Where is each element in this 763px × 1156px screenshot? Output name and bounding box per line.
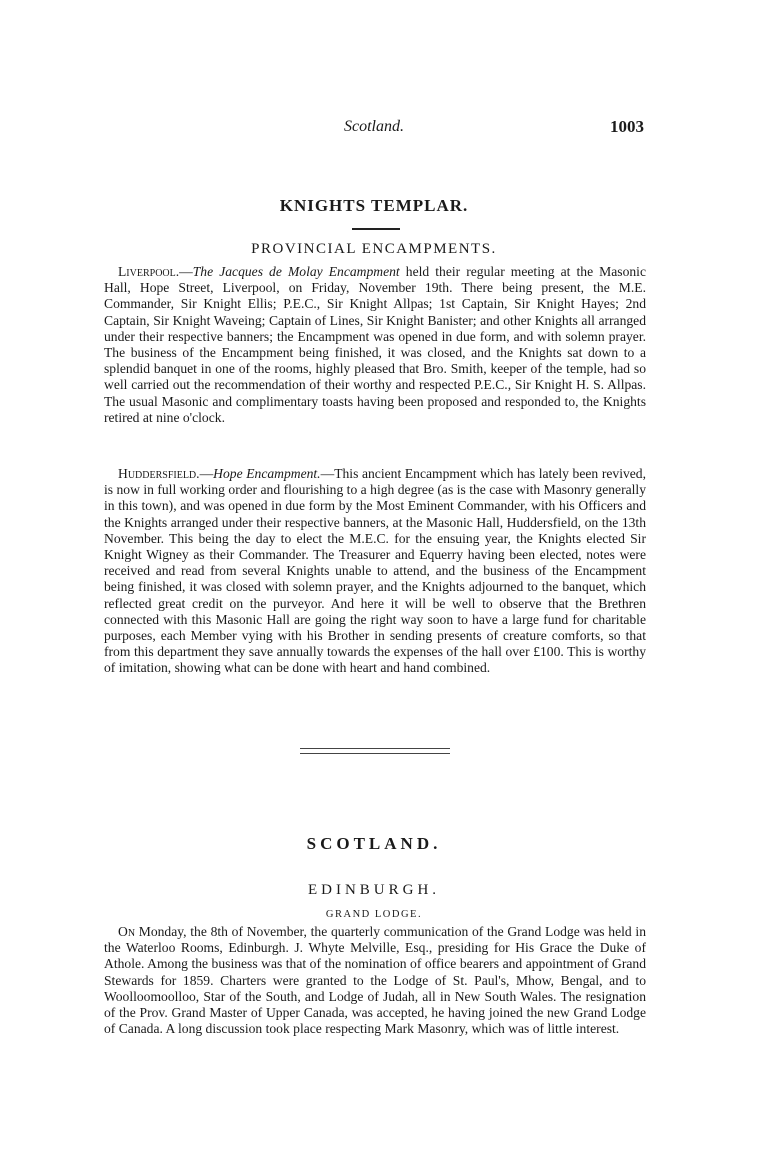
paragraph-body: —This ancient Encampment which has lately been revived, is now in full working order and flourishing to a high degree (as is the case with Masonry generally in this town), and was opened in due form by the Most Eminent Commander, with his Officers and the Knights arranged under their respective banners, at the Masonic Hall, Huddersfield, on the 13th November. This being the day to elect the M.E.C. for the ensuing year, the Knights elected Sir Knight Wigney as their Commander. The Treasurer and Equerry having been elected, notes were received and read from several Knights unable to attend, and the business of the Encampment being finished, it was closed with solemn prayer, and the Knights adjourned to the banquet, which reflected great credit on the purveyor. And here it will be well to observe that the Brethren connected with this Masonic Hall are going the right way soon to have a large fund for charitable purposes, each Member vying with his Brother in sending presents of creature comforts, so that from this department they save annually towards the expenses of the hall over £100. This is worthy of imitation, showing what can be done with heart and hand combined. bbox=[104, 466, 646, 676]
paragraph-body: held their regular meeting at the Masonic Hall, Hope Street, Liverpool, on Friday, November 19th. There being present, the M.E. Commander, Sir Knight Ellis; P.E.C., Sir Knight Allpas; 1st Captain, Sir Knight Hayes; 2nd Captain, Sir Knight Waveing; Captain of Lines, Sir Knight Banister; and other Knights all arranged under their respective banners; the Encampment was opened in due form, and with solemn prayer. The business of the Encampment being finished, it was closed, and the Knights sat down to a splendid banquet in one of the rooms, highly pleased that Bro. Smith, keeper of the temple, had so well carried out the recommendation of their worthy and respected P.E.C., Sir Knight H. S. Allpas. The usual Masonic and complimentary toasts having been proposed and responded to, the Knights retired at nine o'clock. bbox=[104, 264, 646, 425]
paragraph-grand-lodge bbox=[104, 924, 646, 1037]
subheading-provincial-encampments: PROVINCIAL ENCAMPMENTS. bbox=[251, 241, 497, 257]
paragraph-liverpool: Liverpool.—The Jacques de Molay Encampment held their regular meeting at the Masonic Hall, Hope Street, Liverpool, on Friday, November 19th. There being present, the M.E. Commander, Sir Knight Ellis; P.E.C., Sir Knight Allpas; 1st Captain, Sir Knight Hayes; 2nd Captain, Sir Knight Waveing; Captain of Lines, Sir Knight Banister; and other Knights all arranged under their respective banners; the Encampment was opened in due form, and with solemn prayer. The business of the Encampment being finished, it was closed, and the Knights sat down to a splendid banquet in one of the rooms, highly pleased that Bro. Smith, keeper of the temple, had so well carried out the recommendation of their worthy and respected P.E.C., Sir Knight H. S. Allpas. The usual Masonic and complimentary toasts having been proposed and responded to, the Knights retired at nine o'clock. bbox=[104, 264, 646, 425]
subheading-edinburgh: EDINBURGH. bbox=[307, 882, 441, 898]
paragraph-emphasis: The Jacques de Molay Encampment bbox=[192, 264, 400, 279]
paragraph-lead: On bbox=[118, 924, 136, 939]
running-head-title: Scotland. bbox=[344, 118, 404, 135]
heading-rule bbox=[352, 228, 400, 230]
paragraph-lead: Liverpool. bbox=[118, 264, 180, 279]
subheading-grand-lodge: GRAND LODGE. bbox=[325, 909, 423, 920]
section-heading-scotland: SCOTLAND. bbox=[306, 834, 442, 853]
paragraph-lead: Huddersfield. bbox=[118, 466, 200, 481]
paragraph-huddersfield: Huddersfield.—Hope Encampment.—This ancient Encampment which has lately been revived, is now in full working order and flourishing to a high degree (as is the case with Masonry generally in this town), and was opened in due form by the Most Eminent Commander, with his Officers and the Knights arranged under their respective banners, at the Masonic Hall, Huddersfield, on the 13th November. This being the day to elect the M.E.C. for the ensuing year, the Knights elected Sir Knight Wigney as their Commander. The Treasurer and Equerry having been elected, notes were received and read from several Knights unable to attend, and the business of the Encampment being finished, it was closed with solemn prayer, and the Knights adjourned to the banquet, which reflected great credit on the purveyor. And here it will be well to observe that the Brethren connected with this Masonic Hall are going the right way soon to have a large fund for charitable purposes, each Member vying with his Brother in sending presents of creature comforts, so that from this department they save annually towards the expenses of the hall over £100. This is worthy of imitation, showing what can be done with heart and hand combined. bbox=[104, 466, 646, 676]
running-head bbox=[104, 118, 644, 142]
section-divider bbox=[300, 748, 450, 754]
paragraph-emphasis: Hope Encampment. bbox=[213, 466, 321, 481]
section-heading-knights-templar: KNIGHTS TEMPLAR. bbox=[279, 196, 469, 215]
paragraph-body: Monday, the 8th of November, the quarterly communication of the Grand Lodge was held in the Waterloo Rooms, Edinburgh. J. Whyte Melville, Esq., presiding for His Grace the Duke of Athole. Among the business was that of the nomination of office bearers and appointment of Grand Stewards for 1859. Charters were granted to the Lodge of St. Paul's, Mhow, Bengal, and to Woolloomoolloo, Star of the South, and Lodge of Judah, all in New South Wales. The resignation of the Prov. Grand Master of Upper Canada, was accepted, he having joined the new Grand Lodge of Canada. A long discussion took place respecting Mark Masonry, which was of little interest. bbox=[104, 924, 646, 1037]
page-number: 1003 bbox=[610, 117, 644, 136]
